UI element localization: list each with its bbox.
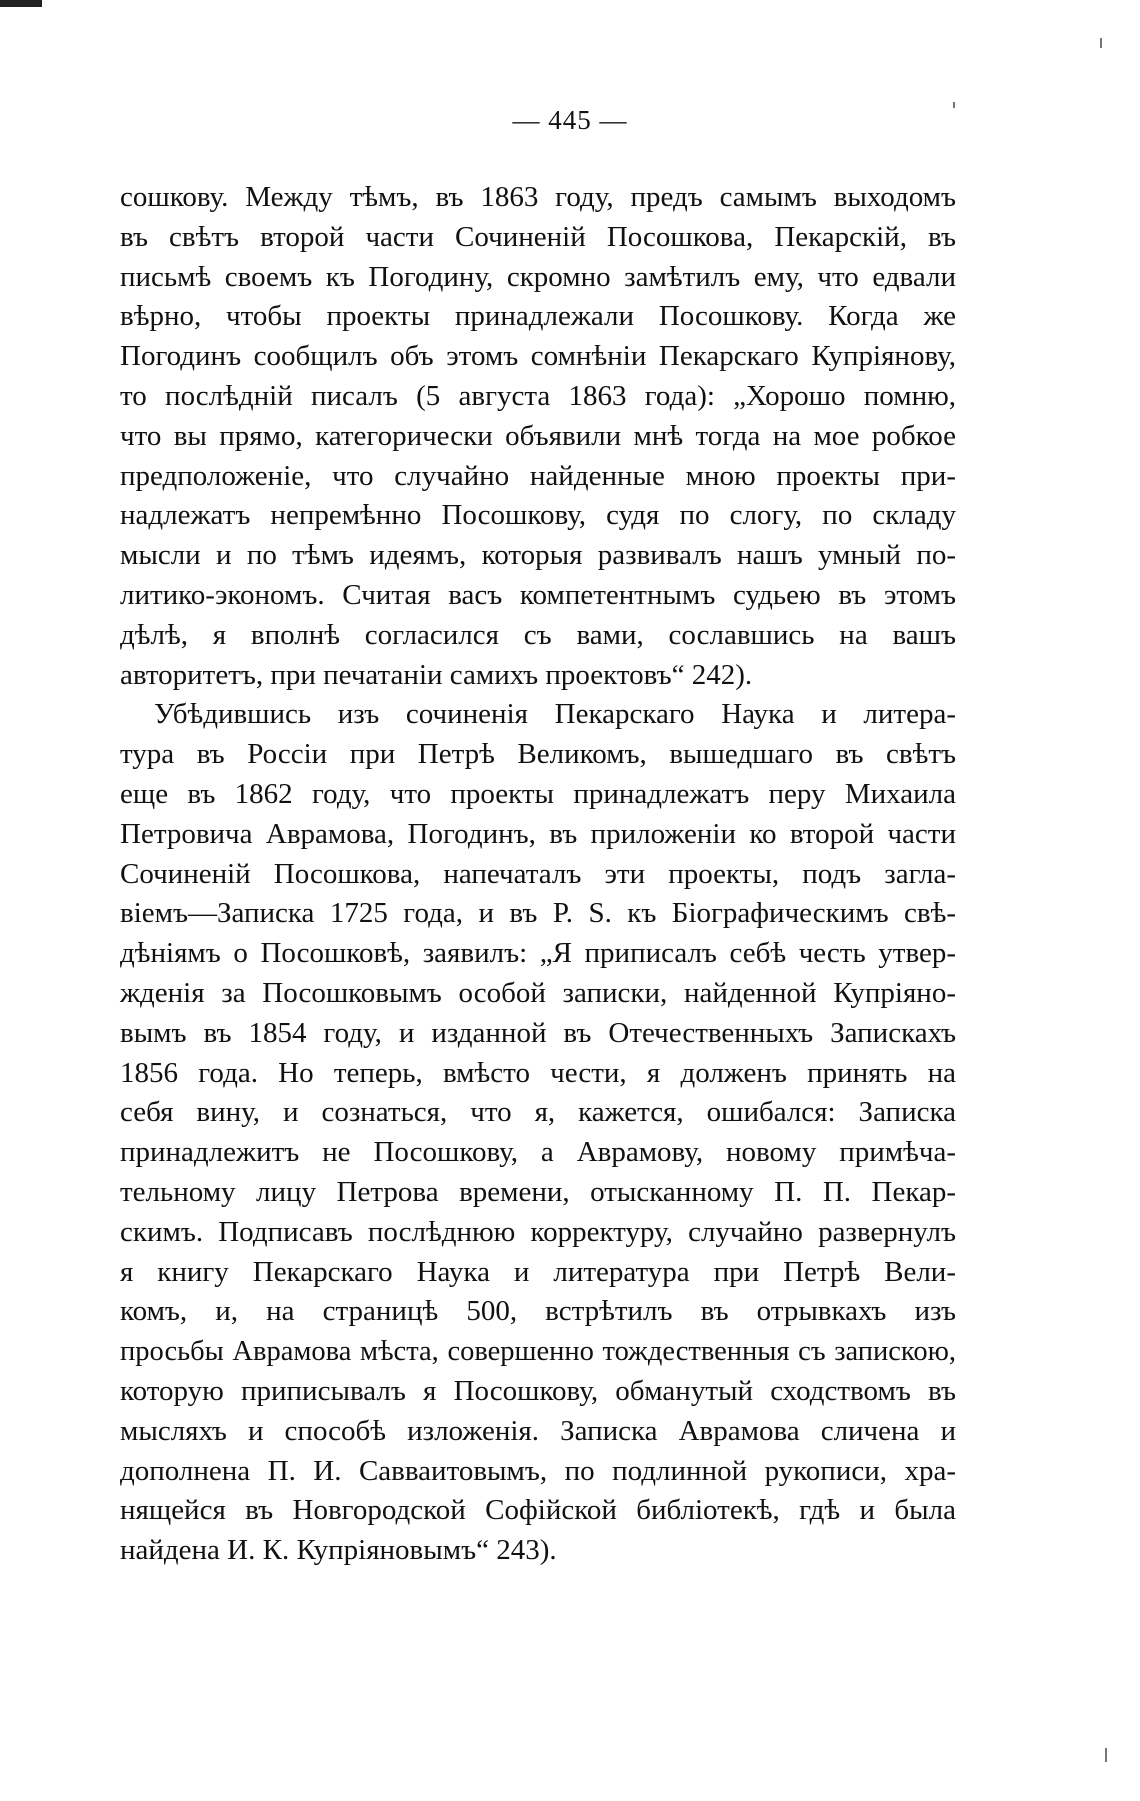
scan-edge-mark	[0, 0, 42, 7]
text-line: принадлежитъ не Посошкову, а Аврамову, новому примѣча-	[120, 1136, 956, 1169]
text-line: письмѣ своемъ къ Погодину, скромно замѣтилъ ему, что едвали	[120, 260, 956, 293]
page-number: — 445 —	[512, 105, 628, 135]
text-line: нящейся въ Новгородской Софійской библіотекѣ, гдѣ и была	[120, 1494, 956, 1527]
text-line: что вы прямо, категорически объявили мнѣ тогда на мое робкое	[120, 419, 956, 452]
text-line: мысли и по тѣмъ идеямъ, которыя развивалъ нашъ умный по-	[120, 539, 956, 572]
scan-speck	[1100, 38, 1102, 48]
text-line: 1856 года. Но теперь, вмѣсто чести, я долженъ принять на	[120, 1056, 956, 1089]
text-line: Сочиненій Посошкова, напечаталъ эти проекты, подъ загла-	[120, 857, 956, 890]
body-text	[120, 178, 956, 1571]
text-line: дѣніямъ о Посошковѣ, заявилъ: „Я приписалъ себѣ честь утвер-	[120, 937, 956, 970]
text-line: жденія за Посошковымъ особой записки, найденной Купріяно-	[120, 976, 956, 1009]
text-line: вымъ въ 1854 году, и изданной въ Отечественныхъ Запискахъ	[120, 1016, 956, 1049]
text-line: віемъ—Записка 1725 года, и въ P. S. къ Біографическимъ свѣ-	[120, 897, 956, 930]
text-line: просьбы Аврамова мѣста, совершенно тождественныя съ запискою,	[120, 1336, 956, 1368]
text-line: авторитетъ, при печатаніи самихъ проектовъ“ 242).	[120, 658, 753, 691]
paragraph-1	[120, 178, 956, 695]
text-line: то послѣдній писалъ (5 августа 1863 года): „Хорошо помню,	[120, 379, 956, 412]
text-line: комъ, и, на страницѣ 500, встрѣтилъ въ отрывкахъ изъ	[120, 1295, 956, 1328]
scan-speck	[1105, 1748, 1107, 1762]
text-line: еще въ 1862 году, что проекты принадлежатъ перу Михаила	[120, 777, 956, 810]
text-line: мысляхъ и способѣ изложенія. Записка Аврамова сличена и	[120, 1414, 956, 1447]
text-line: тельному лицу Петрова времени, отысканному П. П. Пекар-	[120, 1175, 956, 1208]
text-line: дополнена П. И. Савваитовымъ, по подлинной рукописи, хра-	[120, 1454, 956, 1487]
text-line: сошкову. Между тѣмъ, въ 1863 году, предъ самымъ выходомъ	[120, 181, 956, 213]
text-line: Убѣдившись изъ сочиненія Пекарскаго Наука и литера-	[154, 698, 956, 731]
paragraph-2	[120, 695, 956, 1571]
text-line: литико-экономъ. Считая васъ компетентнымъ судьею въ этомъ	[120, 578, 956, 611]
text-line: Петровича Аврамова, Погодинъ, въ приложеніи ко второй части	[120, 817, 956, 850]
text-line: дѣлѣ, я вполнѣ согласился съ вами, сославшись на вашъ	[120, 618, 956, 651]
text-line: Погодинъ сообщилъ объ этомъ сомнѣніи Пекарскаго Купріянову,	[120, 340, 956, 373]
text-line: которую приписывалъ я Посошкову, обманутый сходствомъ въ	[120, 1374, 956, 1407]
text-line: себя вину, и сознаться, что я, кажется, ошибался: Записка	[120, 1096, 956, 1129]
text-line: я книгу Пекарскаго Наука и литература при Петрѣ Вели-	[120, 1255, 956, 1288]
text-line: вѣрно, чтобы проекты принадлежали Посошкову. Когда же	[120, 300, 956, 333]
text-line: надлежатъ непремѣнно Посошкову, судя по слогу, по складу	[120, 499, 956, 532]
text-line: скимъ. Подписавъ послѣднюю корректуру, случайно развернулъ	[120, 1215, 956, 1248]
text-line: предположеніе, что случайно найденные мною проекты при-	[120, 459, 956, 492]
text-line: тура въ Россіи при Петрѣ Великомъ, вышедшаго въ свѣтъ	[120, 738, 956, 771]
text-line: въ свѣтъ второй части Сочиненій Посошкова, Пекарскій, въ	[120, 220, 956, 253]
text-line: найдена И. К. Купріяновымъ“ 243).	[120, 1534, 557, 1567]
